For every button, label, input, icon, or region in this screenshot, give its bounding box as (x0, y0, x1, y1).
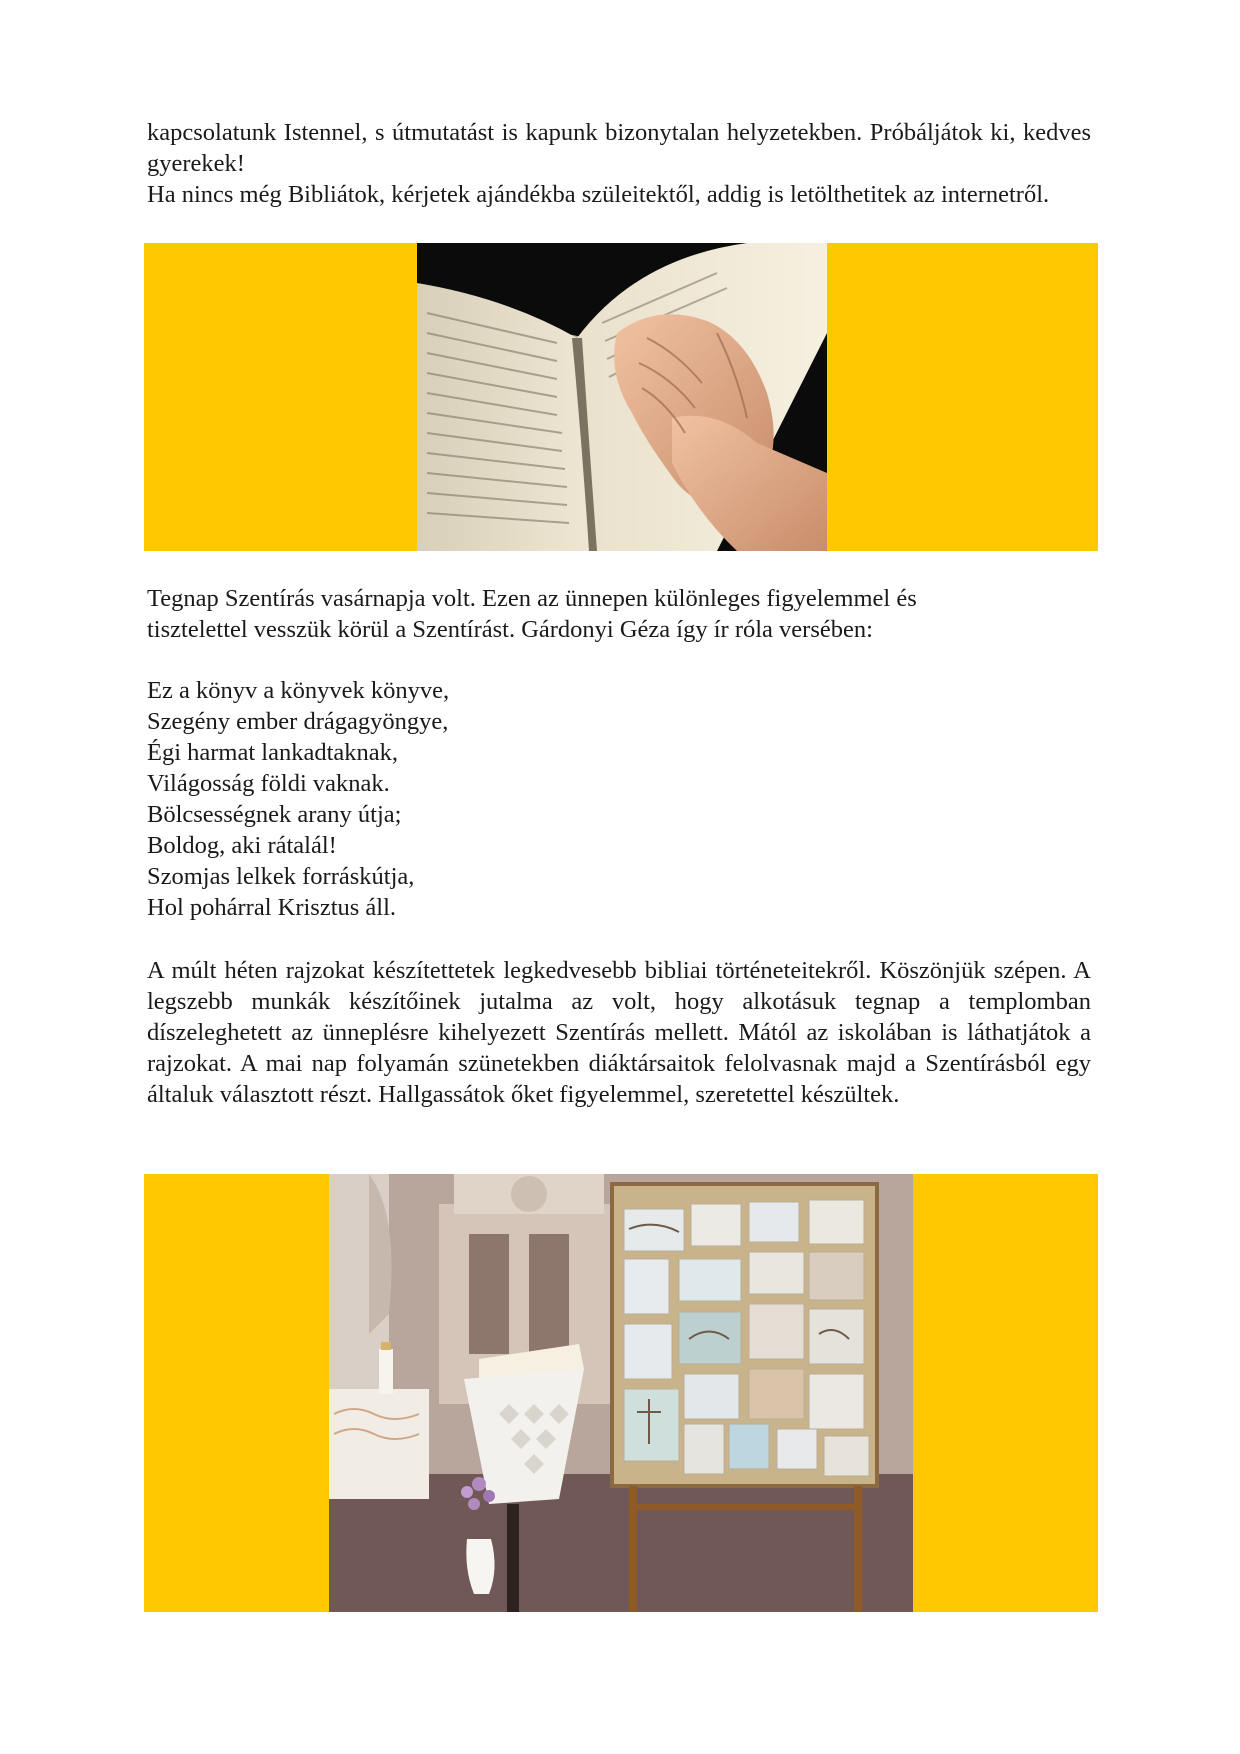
poem-line: Égi harmat lankadtaknak, (147, 739, 399, 766)
sunday-line: tisztelettel vesszük körül a Szentírást. Gárdonyi Géza így ír róla versében: (147, 616, 873, 643)
poem-line: Világosság földi vaknak. (147, 770, 390, 797)
poem-line: Szomjas lelkek forráskútja, (147, 863, 415, 890)
open-bible-praying-hands-icon (417, 243, 827, 551)
drawings-paragraph: A múlt héten rajzokat készítettetek legkedvesebb bibliai történeteitekről. Köszönjük szépen. A legszebb munkák készítőinek jutalma az volt, hogy alkotásuk tegnap a templomban díszeleghetett az ünneplésre kihelyezett Szentírás mellett. Mától az iskolában is láthatjátok a rajzokat. A mai nap folyamán szünetekben diáktársaitok felolvasnak majd a Szentírásból egy általuk választott részt. Hallgassátok őket figyelemmel, szeretettel készültek. (147, 957, 1091, 1108)
poem-line: Szegény ember drágagyöngye, (147, 708, 449, 735)
poem-line: Ez a könyv a könyvek könyve, (147, 677, 450, 704)
poem-line: Boldog, aki rátalál! (147, 832, 337, 859)
poem-line: Hol pohárral Krisztus áll. (147, 894, 397, 921)
sunday-paragraph (147, 583, 1091, 645)
sunday-line: Tegnap Szentírás vasárnapja volt. Ezen az ünnepen különleges figyelemmel és (147, 585, 917, 612)
intro-paragraph-2: Ha nincs még Bibliátok, kérjetek ajándékba szüleitektől, addig is letölthetitek az internetről. (147, 181, 1050, 208)
intro-paragraph-1: kapcsolatunk Istennel, s útmutatást is kapunk bizonytalan helyzetekben. Próbáljátok ki, kedves gyerekek! (147, 119, 1091, 177)
bible-photo-panel (144, 243, 1098, 551)
church-drawings-display-icon (329, 1174, 913, 1612)
poem-line: Bölcsességnek arany útja; (147, 801, 402, 828)
church-photo-panel (144, 1174, 1098, 1612)
poem (147, 675, 1091, 923)
